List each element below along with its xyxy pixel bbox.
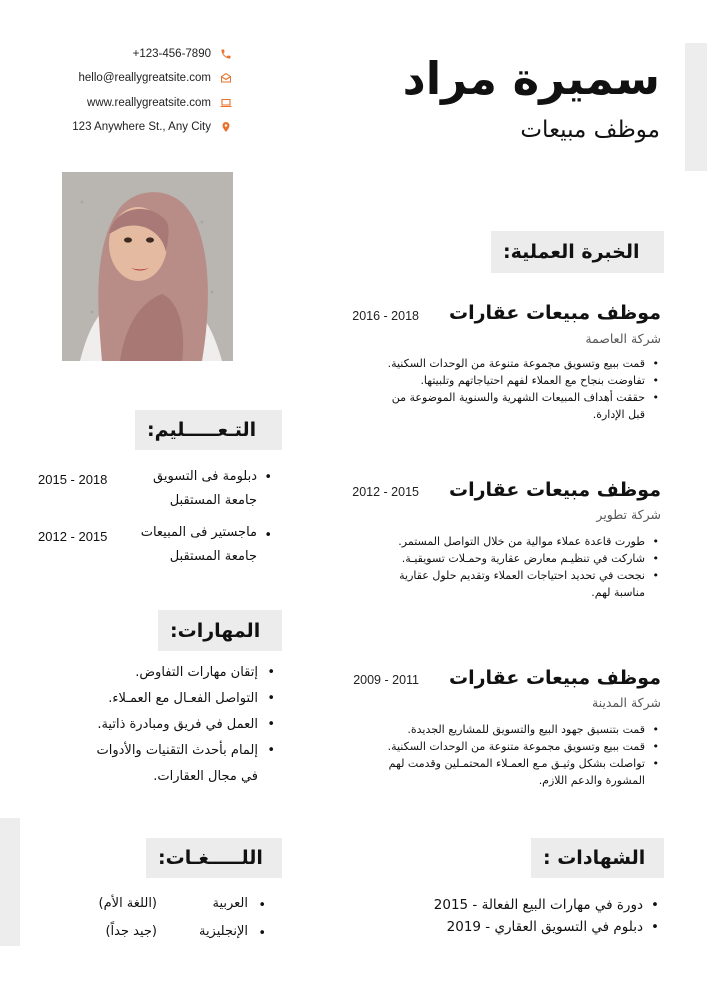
decorative-bar-left: [0, 818, 20, 946]
bullet-dot: •: [264, 470, 272, 485]
list-item: • شاركت في تنظيـم معارض عقارية وحمـلات تسويقيـة.: [321, 550, 661, 567]
list-item-continuation: مناسبة لهم.: [591, 586, 645, 599]
list-item: • قمت ببيع وتسويق مجموعة متنوعة من الوحدات السكنية.: [321, 355, 661, 372]
address-text: 123 Anywhere St., Any City: [72, 121, 211, 133]
job-3-dates: 2009 - 2011: [353, 673, 419, 687]
language-2-name: الإنجليزية: [198, 924, 248, 939]
education-2-degree: ماجستير فى المبيعات: [140, 525, 257, 540]
list-item: • نجحت في تحديد احتياجات العملاء وتقديم حلول عقارية: [321, 567, 661, 584]
education-heading: التـعـــــليم:: [135, 410, 282, 450]
contact-address: [72, 118, 233, 136]
education-1-school: جامعة المستقبل: [169, 493, 257, 508]
job-2-company: شركة تطوير: [596, 507, 661, 522]
list-item-continuation: المشورة والدعم اللازم.: [538, 774, 645, 787]
list-item: • تواصلت بشكل وثيـق مـع العمـلاء المحتمـلين وقدمت لهم: [316, 755, 661, 772]
contact-website: [87, 94, 233, 112]
list-item: • التواصل الفعـال مع العمـلاء.: [40, 686, 280, 712]
job-3-bullets: [316, 721, 661, 789]
bullet-dot: •: [258, 898, 266, 913]
email-icon: [219, 71, 233, 85]
location-pin-icon: [219, 120, 233, 134]
job-1-title: موظف مبيعات عقارات: [449, 302, 661, 324]
list-item: • حققت أهداف المبيعات الشهرية والسنوية الموضوعة من: [321, 389, 661, 406]
list-item: • تفاوضت بنجاح مع العملاء لفهم احتياجاتهم وتلبيتها.: [321, 372, 661, 389]
skills-list: [40, 660, 280, 790]
experience-heading: الخبرة العملية:: [491, 231, 664, 273]
profile-photo: [62, 172, 233, 361]
person-name: سميرة مراد: [402, 52, 660, 105]
education-1-dates: 2015 - 2018: [38, 472, 108, 487]
contact-email: [79, 69, 233, 87]
job-1-dates: 2016 - 2018: [352, 309, 419, 323]
list-item: • قمت ببيع وتسويق مجموعة متنوعة من الوحدات السكنية.: [316, 738, 661, 755]
bullet-dot: •: [264, 528, 272, 543]
phone-text: +123-456-7890: [132, 48, 211, 60]
job-2-title: موظف مبيعات عقارات: [449, 479, 661, 501]
person-job-title: موظف مبيعات: [520, 117, 660, 143]
bullet-dot: •: [258, 926, 266, 941]
education-1-degree: دبلومة فى التسويق: [153, 469, 257, 484]
phone-icon: [219, 47, 233, 61]
education-2-school: جامعة المستقبل: [169, 549, 257, 564]
list-item: • دبلوم في التسويق العقاري - 2019: [434, 916, 661, 938]
certificates-heading: الشهادات :: [531, 838, 664, 878]
contact-phone: [133, 45, 233, 63]
list-item: • إلمام بأحدث التقنيات والأدوات: [40, 738, 280, 764]
list-item-continuation: قبل الإدارة.: [592, 408, 645, 421]
decorative-bar-right: [685, 43, 707, 171]
job-3-title: موظف مبيعات عقارات: [449, 667, 661, 689]
job-2-bullets: [321, 533, 661, 601]
website-text: www.reallygreatsite.com: [87, 97, 211, 109]
laptop-icon: [219, 96, 233, 110]
certificates-list: [434, 894, 661, 938]
job-1-bullets: [321, 355, 661, 423]
list-item: • العمل في فريق ومبادرة ذاتية.: [40, 712, 280, 738]
language-1-level: (اللغة الأم): [98, 896, 157, 911]
list-item: • قمت بتنسيق جهود البيع والتسويق للمشاريع الجديدة.: [316, 721, 661, 738]
list-item: • دورة في مهارات البيع الفعالة - 2015: [434, 894, 661, 916]
list-item-continuation: في مجال العقارات.: [153, 769, 258, 784]
job-3-company: شركة المدينة: [591, 695, 661, 710]
email-text: hello@reallygreatsite.com: [78, 72, 211, 84]
language-2-level: (جيد جداً): [105, 924, 157, 939]
languages-heading: اللـــــغـات:: [146, 838, 282, 878]
skills-heading: المهارات:: [158, 610, 282, 651]
language-1-name: العربية: [212, 896, 248, 911]
list-item: • طورت قاعدة عملاء موالية من خلال التواصل المستمر.: [321, 533, 661, 550]
job-1-company: شركة العاصمة: [585, 331, 661, 346]
list-item: • إتقان مهارات التفاوض.: [40, 660, 280, 686]
education-2-dates: 2012 - 2015: [38, 529, 108, 544]
job-2-dates: 2012 - 2015: [352, 485, 419, 499]
